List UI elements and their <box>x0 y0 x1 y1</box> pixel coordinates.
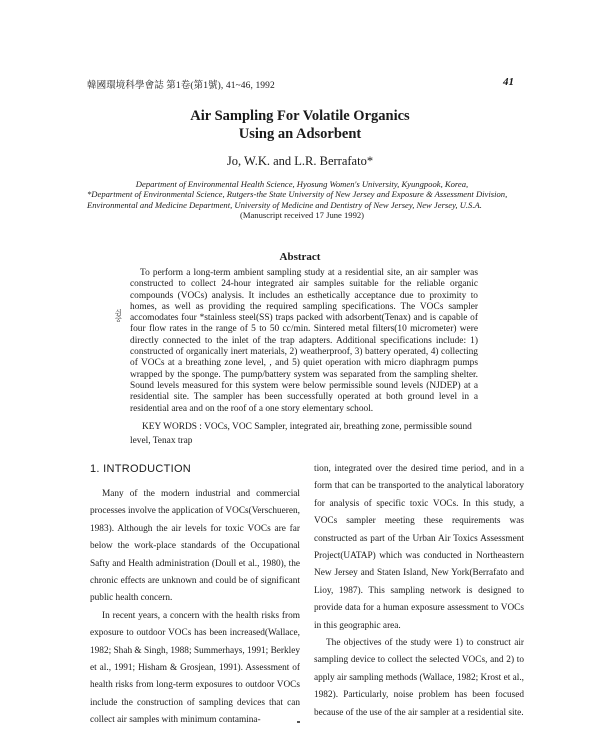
paragraph: tion, integrated over the desired time period, and in a form that can be transported to the analytical laboratory for analysis of specific toxic VOCs. In this study, a VOCs sampler meeting these requirements was constructed as part of the Urban Air Toxics Assessment Project(UATAP) which was conducted in Northeastern New Jersey and Staten Island, New York(Berrafato and Lioy, 1987). This sampling network is designed to provide data for a human exposure assessment to VOCs in this geographic area. <box>314 464 524 631</box>
abstract-body <box>130 268 478 415</box>
affiliation-2: *Department of Environmental Science, Rutgers-the State University of New Jersey and Exposure & Assessment Division, <box>87 189 508 200</box>
paragraph: Many of the modern industrial and commercial processes involve the application of VOCs(Verschueren, 1983). Although the air levels for toxic VOCs are far below the work-place standards of the Occupational Safty and Health administration (Doull et al., 1980), the chronic effects are unknown and could be of significant public health concern. <box>90 489 300 604</box>
left-column <box>90 486 300 730</box>
paragraph: In recent years, a concern with the health risks from exposure to outdoor VOCs has been increased(Wallace, 1982; Shah & Singh, 1988; Summerhays, 1991; Berkley et al., 1991; Hisham & Grosjean, 1991). Assessment of health risks from long-term exposures to outdoor VOCs include the construction of sampling devices that can collect air samples with minimum contamina- <box>90 610 300 726</box>
affiliation-3: Environmental and Medicine Department, University of Medicine and Dentistry of New Jersey, New Jersey, U.S.A. <box>87 199 482 210</box>
paper-title-line-2: Using an Adsorbent <box>238 126 362 142</box>
affiliations <box>87 179 517 220</box>
right-column <box>314 461 524 722</box>
affiliation-1: Department of Environmental Health Science, Hyosung Women's University, Kyungpook, Korea, <box>135 179 469 189</box>
section-heading: 1. INTRODUCTION <box>90 463 192 475</box>
abstract-text: To perform a long-term ambient sampling study at a residential site, an air sampler was constructed to collect 24-hour integrated air samples suitable for the reliable organic compounds (VOCs) analysis. It includes an esthetically acceptance due to proximity to homes, as well as providing the required sampling specifications. The VOCs sampler accomodates four *stainless steel(SS) traps packed with adsorbent(Tenax) and is capable of four flow rates in the range of 5 to 50 cc/min. Sintered metal filters(10 micrometer) were directly connected to the inlet of the trap adapters. Additional specifications include: 1) constructed of organically inert materials, 2) weatherproof, 3) battery operated, 4) collecting of VOCs at a breathing zone level, , and 5) quiet operation with micro diaphragm pumps wrapped by the sponge. The pump/battery system was separated from the sampling shelter. Sound levels measured for this system were below permissible sound levels (NJDEP) at a residential site. The sampler has been successfully operated at both ground level in a residential area and on the roof of a one story elementary school. <box>130 268 478 414</box>
authors: Jo, W.K. and L.R. Berrafato* <box>226 154 374 168</box>
page-number: 41 <box>503 76 514 88</box>
manuscript-date: (Manuscript received 17 June 1992) <box>239 209 365 220</box>
keywords <box>130 421 480 448</box>
paper-title-line-1: Air Sampling For Volatile Organics <box>190 108 410 124</box>
side-mark: 쉬 중 <box>115 309 122 323</box>
keywords-text: VOCs, VOC Sampler, integrated air, breathing zone, permissible sound level, Tenax trap <box>130 422 472 446</box>
journal-header: 韓國環境科學會誌 第1卷(第1號), 41~46, 1992 <box>87 81 275 91</box>
paragraph: The objectives of the study were 1) to construct air sampling device to collect the selected VOCs, and 2) to apply air sampling methods (Wallace, 1982; Krost et al., 1982). Particularly, noise problem has been focused because of the use of the air sampler at a residential site. <box>314 638 524 718</box>
page-mark <box>297 721 300 723</box>
keywords-label: KEY WORDS : <box>142 422 202 432</box>
abstract-heading: Abstract <box>279 251 321 263</box>
